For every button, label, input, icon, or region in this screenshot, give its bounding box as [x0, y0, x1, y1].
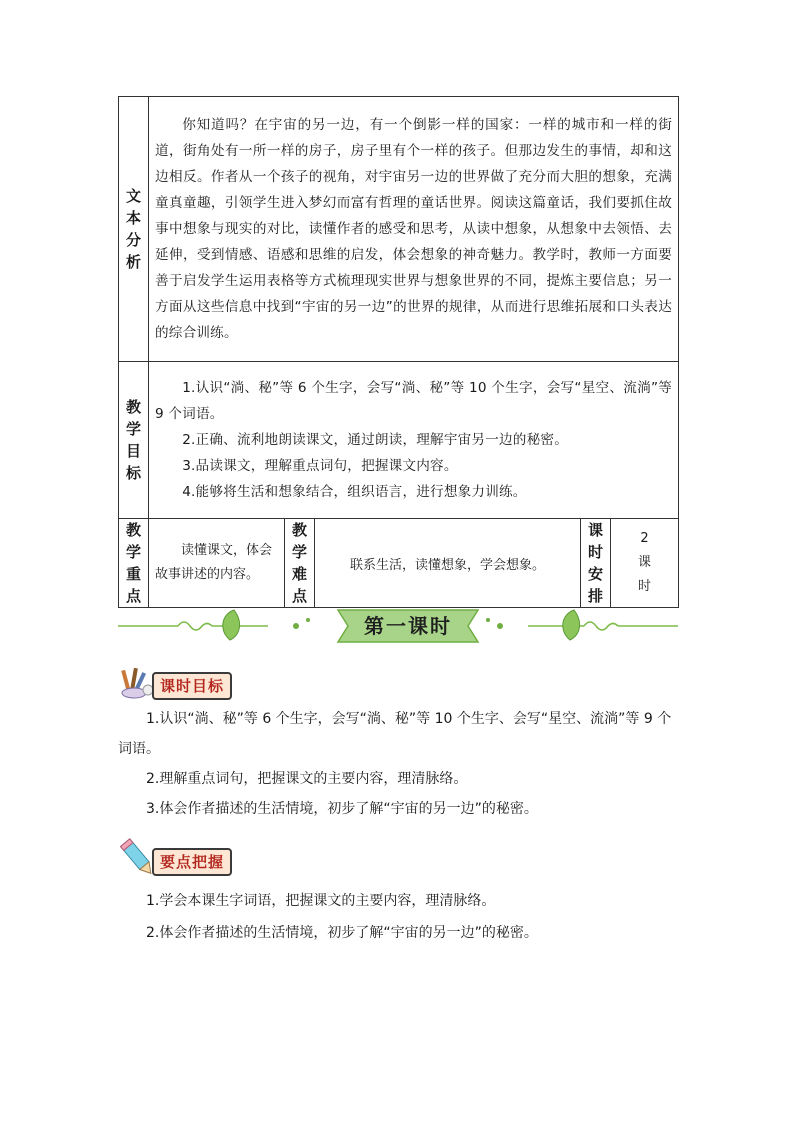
- keypoint-item: 2.体会作者描述的生活情境，初步了解“宇宙的另一边”的秘密。: [146, 925, 538, 941]
- analysis-text: 你知道吗？在宇宙的另一边，有一个倒影一样的国家：一样的城市和一样的街道，街角处有一所一样的房子，房子里有个一样的孩子。但那边发生的事情，却和这边相反。作者从一个孩子的视角，对宇宙另一边的世界做了充分而大胆的想象，充满童真童趣，引领学生进入梦幻而富有哲理的童话世界。阅读这篇童话，我们要抓住故事中想象与现实的对比，读懂作者的感受和思考，从读中想象，从想象中去领悟、去延伸，受到情感、语感和思维的启发，体会想象的神奇魅力。教学时，教师一方面要善于启发学生运用表格等方式梳理现实世界与想象世界的不同，提炼主要信息；另一方面从这些信息中找到“宇宙的另一边”的世界的规律，从而进行思维拓展和口头表达的综合训练。: [149, 97, 679, 362]
- tag-label: 要点把握: [152, 848, 232, 876]
- banner-title: 第一课时: [364, 614, 452, 638]
- section-tag-goals: [118, 666, 268, 700]
- goals-list: [149, 362, 679, 519]
- key-points-header: 教 学 重 点: [119, 519, 149, 608]
- difficulty-header: 教 学 难 点: [285, 519, 315, 608]
- goal-item: 2.正确、流利地朗读课文，通过朗读，理解宇宙另一边的秘密。: [182, 432, 568, 448]
- ribbon: [330, 606, 486, 646]
- schedule-value: 2 课 时: [611, 519, 679, 608]
- analysis-header: 文 本 分 析: [119, 97, 149, 362]
- section-tag-keypoints: [118, 840, 268, 880]
- goal-item: 1.认识“淌、秘”等 6 个生字，会写“淌、秘”等 10 个生字、会写“星空、流淌”等 9 个词语。: [118, 711, 672, 757]
- goal-item: 3.体会作者描述的生活情境，初步了解“宇宙的另一边”的秘密。: [146, 801, 538, 817]
- schedule-header: 课 时 安 排: [581, 519, 611, 608]
- leaf-icon: [563, 610, 580, 640]
- goal-item: 3.品读课文，理解重点词句，把握课文内容。: [182, 458, 458, 474]
- key-points-text: 读懂课文，体会故事讲述的内容。: [149, 519, 285, 608]
- goals-header: 教 学 目 标: [119, 362, 149, 519]
- goal-item: 4.能够将生活和想象结合，组织语言，进行想象力训练。: [182, 484, 527, 500]
- leaf-icon: [223, 610, 240, 640]
- difficulty-text: 联系生活，读懂想象，学会想象。: [315, 519, 581, 608]
- goal-item: 1.认识“淌、秘”等 6 个生字，会写“淌、秘”等 10 个生字，会写“星空、流淌”等 9 个词语。: [155, 380, 673, 422]
- keypoint-item: 1.学会本课生字词语，把握课文的主要内容，理清脉络。: [146, 893, 496, 909]
- lesson-banner: [118, 606, 678, 646]
- paintbrush-icon: [118, 666, 154, 700]
- goal-item: 2.理解重点词句，把握课文的主要内容，理清脉络。: [146, 771, 468, 787]
- tag-label: 课时目标: [152, 672, 232, 700]
- lesson-plan-table: [118, 96, 679, 608]
